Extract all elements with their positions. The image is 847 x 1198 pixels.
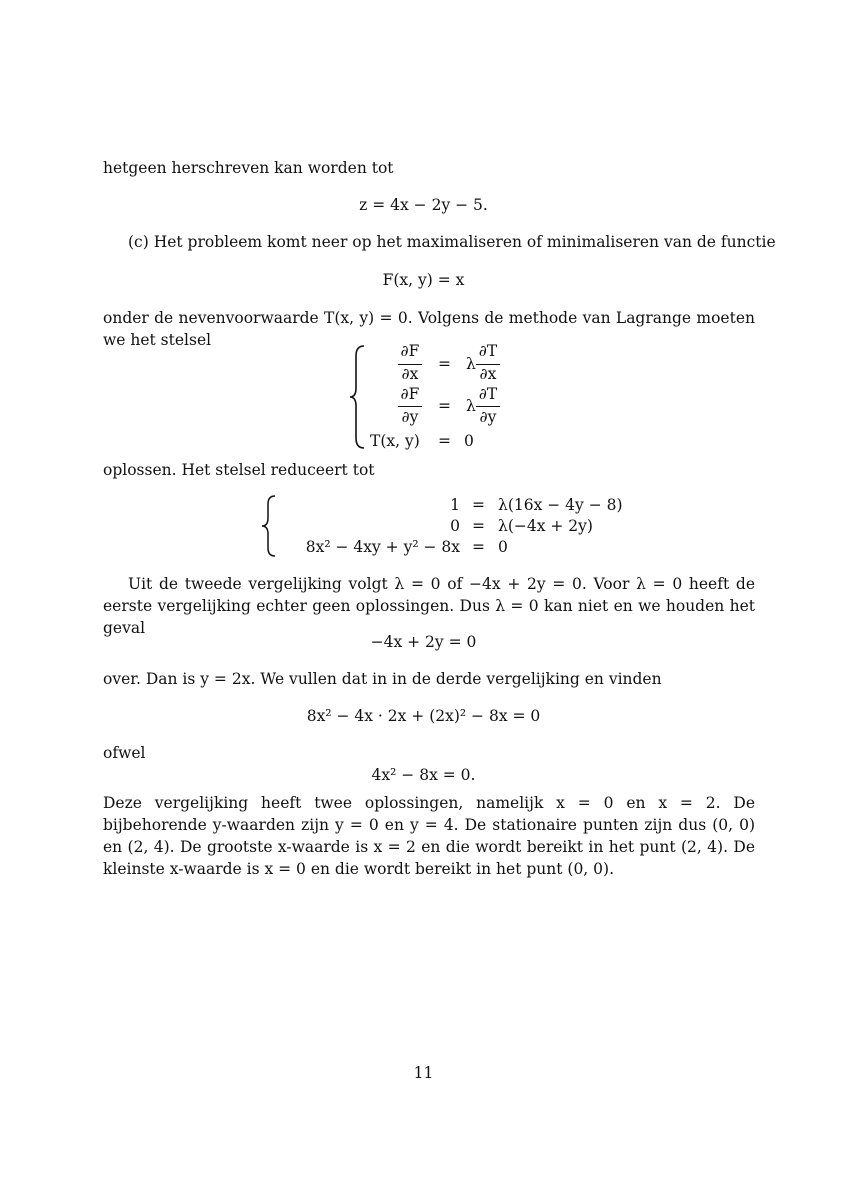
sys2-r1-lhs: 1 xyxy=(450,496,460,514)
sys2-r3-lhs: 8x² − 4xy + y² − 8x xyxy=(305,538,460,556)
sys1-r1-rhs-num: ∂T xyxy=(478,342,498,360)
sys1-r2-rhs-den: ∂y xyxy=(479,408,497,426)
sys1-r2-lhs-num: ∂F xyxy=(400,385,420,403)
sys2-r2-rhs: λ(−4x + 2y) xyxy=(498,517,593,535)
sys2-r3-eq: = xyxy=(472,538,485,556)
sys1-r3-lhs: T(x, y) xyxy=(370,432,420,450)
sys2-r1-eq: = xyxy=(472,496,485,514)
sys1-r1-lhs-num: ∂F xyxy=(400,342,420,360)
ofwel-text: ofwel xyxy=(103,744,146,762)
conclusion-paragraph: Deze vergelijking heeft twee oplossingen, namelijk x = 0 en x = 2. De bijbehorende y-waarden zijn y = 0 en y = 4. De stationaire punten zijn dus (0, 0) en (2, 4). De grootste x-waarde is x = 2 en die wordt bereikt in het punt (2, 4). De kleinste x-waarde is x = 0 en die wordt bereikt in het punt (0, 0). xyxy=(103,794,755,878)
sys1-r3-rhs: 0 xyxy=(464,432,474,450)
equation-substituted: 8x² − 4x · 2x + (2x)² − 8x = 0 xyxy=(306,707,541,725)
sys1-r1-rhs-den: ∂x xyxy=(479,365,497,383)
sys2-r2-lhs: 0 xyxy=(450,517,460,535)
intro-line: hetgeen herschreven kan worden tot xyxy=(103,159,394,177)
equation-plane: z = 4x − 2y − 5. xyxy=(359,196,488,214)
page-number: 11 xyxy=(413,1064,434,1082)
part-c-text: (c) Het probleem komt neer op het maximaliseren of minimaliseren van de functie xyxy=(128,233,776,251)
over-text: over. Dan is y = 2x. We vullen dat in in de derde vergelijking en vinden xyxy=(103,670,662,688)
sys2-r3-rhs: 0 xyxy=(498,538,508,556)
sys1-r2-lhs-den: ∂y xyxy=(401,408,419,426)
constraint-paragraph: onder de nevenvoorwaarde T(x, y) = 0. Volgens de methode van Lagrange moeten we het stelsel xyxy=(103,309,755,349)
sys1-r1-eq: = xyxy=(438,355,451,373)
sys2-r1-rhs: λ(16x − 4y − 8) xyxy=(498,496,623,514)
left-brace-system1 xyxy=(348,344,366,450)
sys1-r2-rhs-num: ∂T xyxy=(478,385,498,403)
equation-simplified: 4x² − 8x = 0. xyxy=(371,766,476,784)
second-equation-paragraph: Uit de tweede vergelijking volgt λ = 0 of −4x + 2y = 0. Voor λ = 0 heeft de eerste vergelijking echter geen oplossingen. Dus λ = 0 kan niet en we houden het geval xyxy=(103,575,755,637)
equation-case: −4x + 2y = 0 xyxy=(370,633,477,651)
left-brace-system2 xyxy=(260,494,278,558)
sys1-r1-lambda: λ xyxy=(466,355,476,373)
reduce-text: oplossen. Het stelsel reduceert tot xyxy=(103,461,375,479)
equation-F: F(x, y) = x xyxy=(382,271,465,289)
sys2-r2-eq: = xyxy=(472,517,485,535)
sys1-r1-lhs-den: ∂x xyxy=(401,365,419,383)
sys1-r3-eq: = xyxy=(438,432,451,450)
sys1-r2-lambda: λ xyxy=(466,397,476,415)
sys1-r2-eq: = xyxy=(438,397,451,415)
